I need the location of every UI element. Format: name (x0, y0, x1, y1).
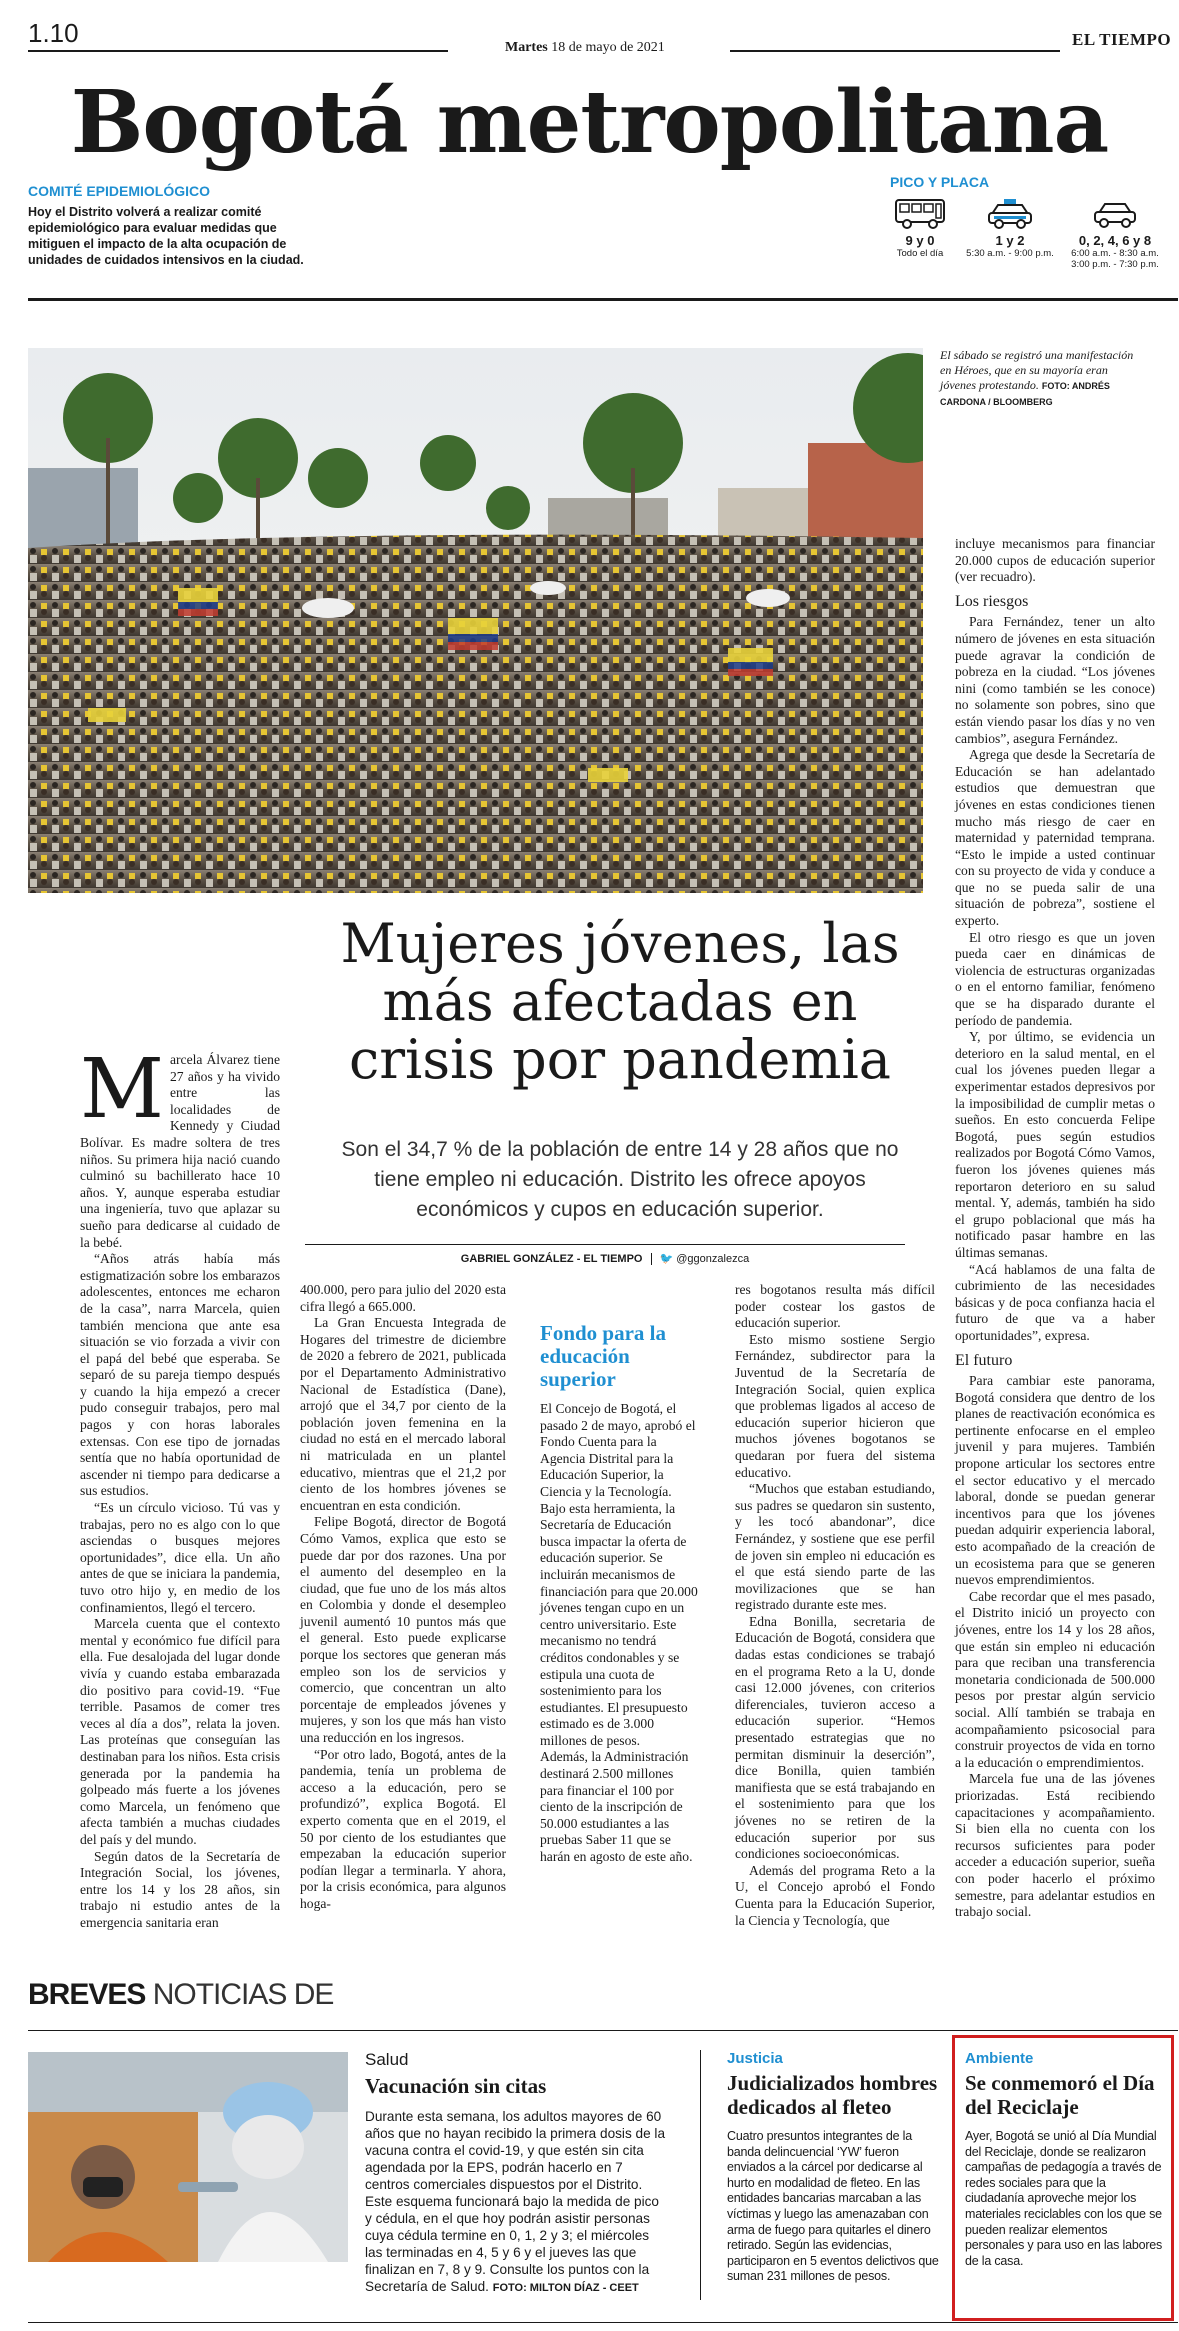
breves-heading-light: NOTICIAS DE (152, 1978, 334, 2011)
photo-caption (940, 348, 1140, 410)
page-number: 1.10 (28, 18, 79, 48)
footer-rule (28, 2322, 1178, 2323)
date-text: 18 de mayo de 2021 (551, 40, 665, 55)
photo-credit: FOTO: MILTON DÍAZ - CEET (492, 2282, 639, 2294)
article-column-5 (955, 536, 1155, 1921)
paragraph: “Acá hablamos de una falta de cubrimiento de las necesidades básicas y de poca confianza hacia el futuro de que va a haber oportunidades”, expresa. (955, 1261, 1155, 1343)
date-line (505, 40, 665, 56)
paragraph: 400.000, pero para julio del 2020 esta cifra llegó a 665.000. (300, 1282, 506, 1314)
paragraph: Felipe Bogotá, director de Bogotá Cómo Vamos, explica que esto se puede dar por dos razones. Una por el aumento del desempleo en la ciudad, que fue uno de los más altos en Colombia y donde el desempleo juvenil aumentó 10 puntos más que el general. Esto puede explicarse porque los sectores que generan más empleo son los de servicios y comercio, que concentran un alto porcentaje de empleados jóvenes y mujeres, y son los que más han visto una reducción en los ingresos. (300, 1514, 506, 1746)
paragraph: “Años atrás había más estigmatización sobre los embarazos adolescentes, entonces me echaron de la casa”, narra Marcela, quien también menciona que ante esa situación se vio forzada a vivir con el papá del bebé que esperaba. Se separó de su pareja tiempo después y cuando la hija empezó a crecer pudo conseguir trabajos, pero mal pagos y con horas laborales extensas. Con ese tipo de jornadas sentía que no había oportunidad de ascender ni tiempo para dedicarse a sus estudios. (80, 1251, 280, 1499)
paragraph: Bajo esta herramienta, la Secretaría de Educación busca impactar la oferta de educación superior. Se incluirán mecanismos de financiación para que 20.000 jóvenes tengan cupo en un centro universitario. Este mecanismo no tendrá créditos condonables y se estipula una cuota de sostenimiento para los estudiantes. El presupuesto estimado es de 3.000 millones de pesos. (540, 1500, 698, 1748)
paragraph: Para cambiar este panorama, Bogotá considera que dentro de los planes de reactivación económica es pertinente enfocarse en el empleo juvenil y para mujeres. También propone articular los sectores entre el sector educativo y el mercado laboral, donde se puedan generar incentivos para que los jóvenes puedan adquirir experiencia laboral, esto acompañado de la creación de un ecosistema para que se generen nuevos emprendimientos. (955, 1373, 1155, 1588)
paragraph: “Es un círculo vicioso. Tú vas y trabajas, pero no es algo con lo que asciendas o busques mejores oportunidades”, dice ella. Un año antes de que se iniciara la pandemia, tuvo otro hijo y, en medio de los confinamientos, llegó el tercero. (80, 1500, 280, 1615)
article-column-2 (300, 1282, 506, 1913)
byline-rule (305, 1244, 905, 1245)
subhead-riesgos: Los riesgos (955, 592, 1029, 610)
section-title: Bogotá metropolitana (70, 72, 1109, 173)
pico-placa-digits: 9 y 0 (905, 233, 935, 248)
pico-placa-digits: 0, 2, 4, 6 y 8 (1078, 233, 1152, 248)
photo-credit-name: ANDRÉS CARDONA / BLOOMBERG (940, 381, 1110, 407)
breves-rule (28, 2030, 1178, 2031)
section-rule (28, 298, 1178, 301)
byline-author: GABRIEL GONZÁLEZ - EL TIEMPO (460, 1253, 643, 1265)
byline-separator (651, 1253, 652, 1265)
paragraph: Edna Bonilla, secretaria de Educación de Bogotá, considera que dadas estas condiciones se trabajó en el programa Reto a la U, donde casi 12.000 jóvenes, con criterios diferenciales, tuvieron acceso a educación superior. “Hemos presentado estrategias que no permitan disminuir la deserción”, dice Bonilla, quien también manifiesta que se está trabajando en el sostenimiento para que los jóvenes no se retiren de la educación superior por sus condiciones socioeconómicas. (735, 1613, 935, 1862)
header-rule-right (730, 50, 1060, 52)
breves-heading-bold: BREVES (28, 1978, 146, 2011)
top-brief-kicker: COMITÉ EPIDEMIOLÓGICO (28, 183, 211, 199)
vaccination-photo (28, 2052, 348, 2262)
twitter-icon: 🐦 (659, 1253, 674, 1265)
paragraph: El Concejo de Bogotá, el pasado 2 de mayo, aprobó el Fondo Cuenta para la Agencia Distrital para la Educación Superior, la Ciencia y la Tecnología. (540, 1401, 696, 1499)
brief-divider (700, 2050, 701, 2300)
paragraph: res bogotanos resulta más difícil poder costear los gastos de educación superior. (735, 1282, 935, 1331)
taxi-icon (960, 195, 1060, 231)
paragraph: Cabe recordar que el mes pasado, el Distrito inició un proyecto con jóvenes, entre los 14 y los 28 años, que están sin empleo ni educación para que reciban una transferencia monetaria condicionada de 500.000 pesos por prestar algún servicio social. Allí también se trabaja en acompañamiento psicosocial para construir proyectos de vida en torno a la educación o emprendimientos. (955, 1588, 1155, 1770)
header-rule-left (28, 50, 448, 52)
top-brief-text: Hoy el Distrito volverá a realizar comité epidemiológico para evaluar medidas que mitiguen el impacto de la alta ocupación de unidades de cuidados intensivos en la ciudad. (28, 205, 304, 267)
pico-placa-hours: Todo el día (896, 248, 944, 259)
dropcap: M (80, 1042, 164, 1137)
article-deck: Son el 34,7 % de la población de entre 14 y 28 años que no tiene empleo ni educación. Distrito les ofrece apoyos económicos y cupos en educación superior. (341, 1138, 899, 1221)
brand-logo[interactable]: EL TIEMPO (1072, 30, 1172, 49)
pico-placa-digits: 1 y 2 (995, 233, 1025, 248)
brief-body: Ayer, Bogotá se unió al Día Mundial del Reciclaje, donde se realizaron campañas de pedagogía a través de redes sociales para que la ciudadanía aproveche mejor los materiales reciclables con los que se pueden realizar elementos personales y para uso en las labores de la casa. (965, 2129, 1163, 2268)
sidebar-fondo (540, 1322, 698, 1866)
article-headline: Mujeres jóvenes, las más afectadas en crisis por pandemia (340, 912, 900, 1091)
car-icon (1060, 195, 1170, 231)
paragraph: Además del programa Reto a la U, el Concejo aprobó el Fondo Cuenta para la Educación Superior, la Ciencia y Tecnología, que (735, 1862, 935, 1928)
paragraph: Esto mismo sostiene Sergio Fernández, subdirector para la Juventud de la Secretaría de Integración Social, quien explica que problemas ligados al acceso de educación superior hicieron que muchos jóvenes bogotanos se quedaran por fuera del sistema educativo. (735, 1331, 935, 1480)
pico-placa-hours: 6:00 a.m. - 8:30 a.m. 3:00 p.m. - 7:30 p.m. (1071, 248, 1159, 270)
brief-title: Se conmemoró el Día del Reciclaje (965, 2071, 1155, 2119)
brief-kicker: Ambiente (965, 2050, 1034, 2067)
breves-heading (28, 1978, 333, 2012)
paragraph: Para Fernández, tener un alto número de jóvenes en esta situación puede agravar la condición de pobreza en la ciudad. “Los jóvenes nini (como también se les conoce) no solamente son pobres, sino que están viendo pasar los días y no ven cambios”, asegura Fernández. (955, 614, 1155, 746)
paragraph: “Muchos que estaban estudiando, sus padres se quedaron sin sustento, y les tocó abandonar”, dice Fernández, y sostiene que ese perfil de joven sin empleo ni educación es el que está siendo parte de las movilizaciones que se han registrado durante este mes. (735, 1481, 935, 1613)
paragraph: “Por otro lado, Bogotá, antes de la pandemia, tenía un problema de acceso a la educación, pero se profundizó”, explica Bogotá. El experto comenta que en el 2019, el 50 por ciento de los estudiantes que empezaban la educación superior podían llegar a terminarla. Y ahora, por la crisis económica, para algunos hoga- (300, 1746, 506, 1911)
sidebar-text (540, 1401, 698, 1866)
sidebar-title: Fondo para la educación superior (540, 1321, 667, 1391)
article-column-4 (735, 1282, 935, 1929)
brief-body-text: Durante esta semana, los adultos mayores de 60 años que no hayan recibido la primera dosis de la vacuna contra el covid-19, y que estén sin cita agendada por la EPS, podrán hacerlo en 7 centros comerciales dispuestos por el Distrito. Este esquema funcionará bajo la medida de pico y cédula, en el que hoy podrán asistir personas cuya cédula termine en 0, 1, 2 y 3; el miércoles las terminadas en 4, 5 y 6 y el jueves las que finalizan en 7, 8 y 9. Consulte los puntos con la Secretaría de Salud. (365, 2109, 666, 2294)
brief-justicia (727, 2050, 942, 2285)
paragraph: Y, por último, se evidencia un deterioro en la salud mental, en el cual los jóvenes pueden llegar a experimentar estados depresivos por la imposibilidad de cumplir metas o sueños. En esto concuerda Felipe Bogotá, pues según estudios realizados por Bogotá Cómo Vamos, fueron los jóvenes quienes más reportaron deterioro en su salud mental. Y, además, también ha sido el grupo poblacional que más ha notificado pasar hambre en las últimas semanas. (955, 1029, 1155, 1260)
subhead-futuro: El futuro (955, 1351, 1013, 1369)
paragraph: Según datos de la Secretaría de Integración Social, los jóvenes, entre los 14 y los 28 años, sin trabajo ni estudio antes de la emergencia sanitaria eran (80, 1848, 280, 1930)
photo-credit-label: FOTO: (1041, 381, 1070, 391)
paragraph: Agrega que desde la Secretaría de Educación se han adelantado estudios que demuestran que jóvenes en estas condiciones tienen mucho más riesgo de caer en maternidad y paternidad temprana. “Esto le impide a usted continuar con su proyecto de vida y conduce a que no se pueda salir de una situación de pobreza”, sostiene el experto. (955, 747, 1155, 929)
byline-twitter-handle[interactable]: @ggonzalezca (676, 1253, 750, 1265)
article-column-1 (80, 1042, 280, 1931)
paragraph: Marcela cuenta que el contexto mental y económico fue difícil para ella. Fue desalojada del lugar donde vivía y cuando estaba embarazada dio positivo para covid-19. “Fue terrible. Pasamos de comer tres veces al día a dos”, relata la joven. Las proteínas que conseguían las destinaban para los niños. Esta crisis generada por la pandemia ha golpeado más fuerte a los jóvenes como Marcela, un fenómeno que afecta también a muchas ciudades del país y del mundo. (80, 1616, 280, 1847)
paragraph: arcela Álvarez tiene 27 años y ha vivido entre las localidades de Kennedy y Ciudad Bolívar. Es madre soltera de tres niños. Su primera hija nació cuando culminó su bachillerato hace 10 años. Y, aunque esperaba estudiar una ingeniería, tuvo que aplazar su sueño para dedicarse al cuidado de la bebé. (80, 1052, 280, 1250)
brief-title: Judicializados hombres dedicados al fleteo (727, 2071, 938, 2119)
brief-kicker: Justicia (727, 2050, 783, 2067)
paragraph: Marcela fue una de las jóvenes priorizadas. Está recibiendo capacitaciones y acompañamiento. Si bien ella no cuenta con los recursos suficientes para poder acceder a educación superior, sueña con poder hacerlo el próximo semestre, para adelantar estudios en trabajo social. (955, 1771, 1155, 1920)
brief-title: Vacunación sin citas (365, 2074, 547, 2098)
brief-salud (365, 2050, 665, 2297)
pico-placa-car (1060, 195, 1170, 270)
pico-placa-title: PICO Y PLACA (890, 174, 990, 190)
article-byline (305, 1252, 905, 1265)
brief-body: Cuatro presuntos integrantes de la banda delincuencial ‘YW’ fueron enviados a la cárcel por dedicarse al hurto en modalidad de fleteo. En las entidades bancarias marcaban a las víctimas y luego las amenazaban con arma de fuego para quitarles el dinero retirado. Según las evidencias, participaron en 5 eventos delictivos que suman 231 millones de pesos. (727, 2129, 939, 2284)
bus-icon (880, 195, 960, 231)
pico-placa-taxi (960, 195, 1060, 259)
pico-placa-bus (880, 195, 960, 259)
brief-body (365, 2108, 665, 2297)
brief-ambiente (965, 2050, 1165, 2269)
paragraph: Además, la Administración destinará 2.500 millones para financiar el 100 por ciento de la inscripción de 50.000 estudiantes a las pruebas Saber 11 que se harán en agosto de este año. (540, 1749, 693, 1865)
date-weekday: Martes (505, 40, 548, 55)
photo-caption-text: El sábado se registró una manifestación en Héroes, que en su mayoría eran jóvenes protestando. (940, 348, 1134, 392)
hero-photo-protest (28, 348, 923, 893)
paragraph: incluye mecanismos para financiar 20.000 cupos de educación superior (ver recuadro). (955, 536, 1155, 585)
paragraph: El otro riesgo es que un joven pueda caer en dinámicas de violencia de estructuras organizadas o en el entorno familiar, fenómeno que se ha disparado durante el período de pandemia. (955, 929, 1155, 1028)
brief-kicker: Salud (365, 2050, 409, 2069)
pico-placa-hours: 5:30 a.m. - 9:00 p.m. (966, 248, 1054, 259)
paragraph: La Gran Encuesta Integrada de Hogares del trimestre de diciembre de 2020 a febrero de 2021, publicada por el Departamento Administrativo Nacional de Estadística (Dane), arrojó que el 34,7 por ciento de la población joven femenina en la ciudad no está en el mercado laboral ni matriculada en un plantel educativo, mientras que el 21,2 por ciento de los hombres jóvenes se encuentran en esta condición. (300, 1315, 506, 1513)
